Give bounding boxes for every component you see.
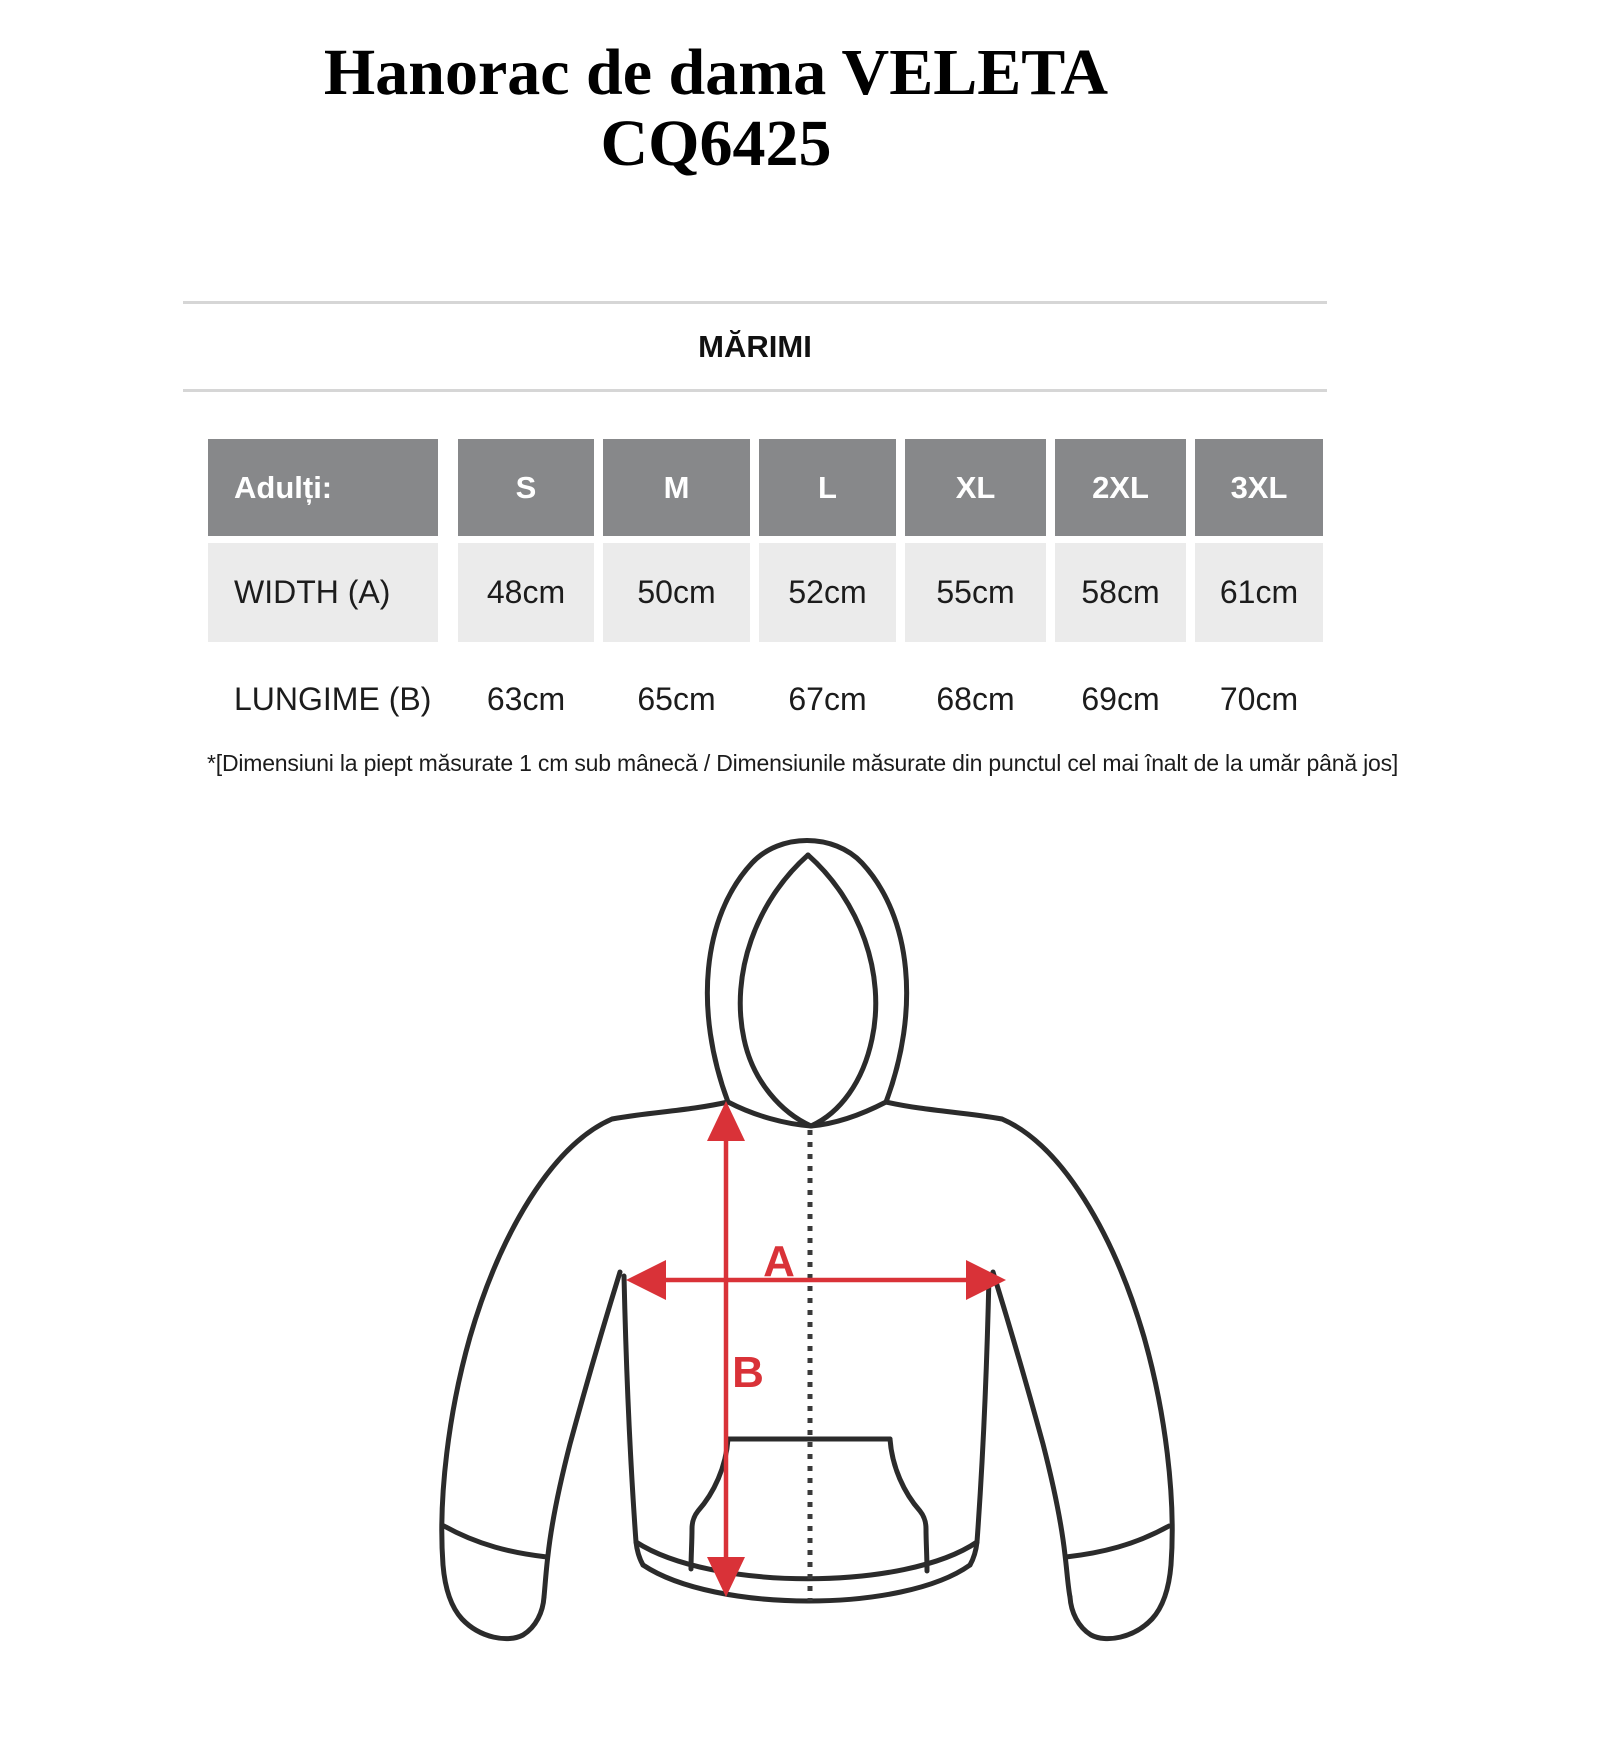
- measurement-arrow-a: [626, 1237, 1006, 1300]
- length-value-3xl: 70cm: [1219, 681, 1299, 718]
- right-sleeve-inner-seam: [993, 1272, 1070, 1597]
- page-title-line1: Hanorac de dama VELETA: [323, 36, 1109, 109]
- width-value-xl: 55cm: [905, 543, 1046, 642]
- hoodie-diagram: [380, 799, 1600, 1704]
- hood-opening-left: [740, 855, 811, 1126]
- page-title: [0, 38, 1432, 179]
- size-table: [208, 439, 1600, 742]
- measurement-footnote: *[Dimensiuni la piept măsurate 1 cm sub mânecă / Dimensiunile măsurate din punctul cel mai înalt de la umăr până jos]: [207, 750, 1399, 777]
- hood-opening-right: [808, 855, 876, 1126]
- neckline-right: [811, 1102, 886, 1126]
- size-column-3xl: 3XL: [1195, 439, 1323, 536]
- length-row-label: LUNGIME (B): [208, 657, 449, 742]
- length-value-s: 63cm: [486, 681, 566, 718]
- size-column-l: L: [759, 439, 896, 536]
- length-value-xl: 68cm: [936, 681, 1015, 718]
- size-column-m: M: [603, 439, 750, 536]
- left-sleeve-inner-seam: [544, 1272, 620, 1597]
- width-row-label: WIDTH (A): [208, 543, 449, 642]
- neckline-left: [728, 1102, 811, 1126]
- width-value-s: 48cm: [458, 543, 594, 642]
- size-table-header-row: [208, 439, 1600, 536]
- width-value-2xl: 58cm: [1055, 543, 1186, 642]
- width-value-l: 52cm: [759, 543, 896, 642]
- size-column-s: S: [458, 439, 594, 536]
- length-value-2xl: 69cm: [1081, 681, 1160, 718]
- left-cuff-band: [444, 1526, 547, 1557]
- pocket-left-edge: [691, 1439, 728, 1569]
- body-right-seam: [977, 1276, 989, 1542]
- body-left-seam: [624, 1276, 636, 1542]
- width-value-m: 50cm: [603, 543, 750, 642]
- hood-outer-outline: [707, 841, 906, 1103]
- section-title: MĂRIMI: [698, 329, 812, 365]
- label-a: A: [763, 1237, 795, 1287]
- length-value-m: 65cm: [637, 681, 716, 718]
- left-sleeve-outline: [442, 1102, 728, 1639]
- divider-bottom: [183, 389, 1327, 392]
- width-row: [208, 543, 1600, 642]
- arrow-a-left-head: [626, 1260, 666, 1300]
- length-value-l: 67cm: [788, 681, 867, 718]
- width-value-3xl: 61cm: [1195, 543, 1323, 642]
- size-column-2xl: 2XL: [1055, 439, 1186, 536]
- pocket-right-edge: [890, 1439, 927, 1571]
- size-column-xl: XL: [905, 439, 1046, 536]
- page-title-line2: CQ6425: [600, 106, 832, 180]
- length-row: [208, 657, 1600, 742]
- measurement-arrow-b: [707, 1101, 764, 1597]
- size-table-corner-label: Adulți:: [208, 439, 449, 536]
- hoodie-measurement-drawing: [380, 799, 1230, 1699]
- label-b: B: [732, 1348, 764, 1398]
- right-cuff-band: [1066, 1526, 1169, 1557]
